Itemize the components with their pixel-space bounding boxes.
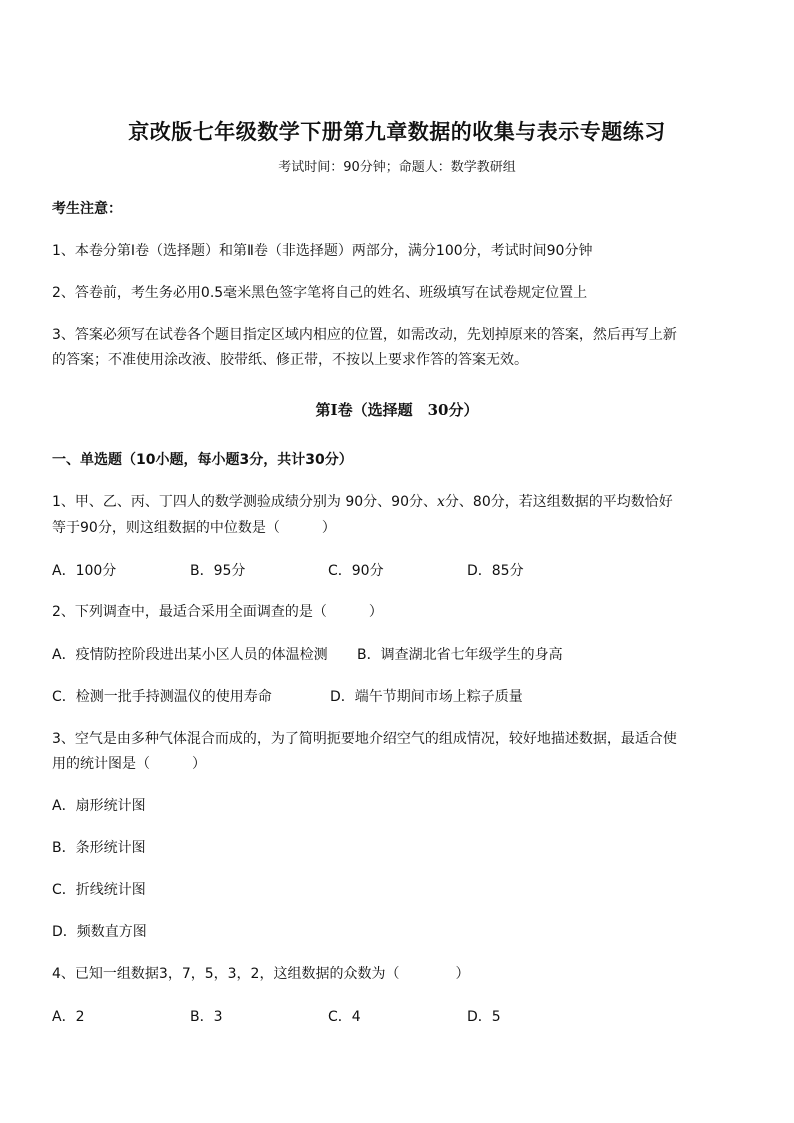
question-1-option-c[interactable]: C．90分 xyxy=(328,563,384,579)
question-2-option-b[interactable]: B．调查湖北省七年级学生的身高 xyxy=(357,647,563,663)
question-3-option-d[interactable]: D．频数直方图 xyxy=(52,924,147,940)
section-title: 第Ⅰ卷（选择题 30分） xyxy=(315,401,479,419)
question-2-option-c[interactable]: C．检测一批手持测温仪的使用寿命 xyxy=(52,689,272,705)
question-1-option-d[interactable]: D．85分 xyxy=(467,563,524,579)
part-heading: 一、单选题（10小题，每小题3分，共计30分） xyxy=(52,452,353,468)
question-4-option-a[interactable]: A．2 xyxy=(52,1009,85,1025)
question-1-variable: x xyxy=(437,494,445,510)
page-title: 京改版七年级数学下册第九章数据的收集与表示专题练习 xyxy=(128,119,666,144)
question-1-option-a[interactable]: A．100分 xyxy=(52,563,117,579)
exam-subtitle: 考试时间：90分钟；命题人：数学教研组 xyxy=(278,160,516,175)
question-1-stem-part-b: 分、80分，若这组数据的平均数恰好 xyxy=(444,494,673,510)
question-3-stem: 3、空气是由多种气体混合而成的，为了简明扼要地介绍空气的组成情况，较好地描述数据，最适合使 xyxy=(52,731,677,747)
question-3-option-a[interactable]: A．扇形统计图 xyxy=(52,798,146,814)
question-4-option-b[interactable]: B．3 xyxy=(190,1009,223,1025)
notice-item-3: 3、答案必须写在试卷各个题目指定区域内相应的位置，如需改动，先划掉原来的答案，然后再写上新 xyxy=(52,327,677,343)
question-4-option-c[interactable]: C．4 xyxy=(328,1009,361,1025)
notice-heading: 考生注意： xyxy=(52,201,122,217)
question-2-stem: 2、下列调查中，最适合采用全面调查的是（ ） xyxy=(52,604,383,620)
notice-item-2: 2、答卷前，考生务必用0.5毫米黑色签字笔将自己的姓名、班级填写在试卷规定位置上 xyxy=(52,285,588,301)
question-4-option-d[interactable]: D．5 xyxy=(467,1009,501,1025)
question-3-option-c[interactable]: C．折线统计图 xyxy=(52,882,146,898)
question-1-option-b[interactable]: B．95分 xyxy=(190,563,246,579)
question-2-option-d[interactable]: D．端午节期间市场上粽子质量 xyxy=(330,689,523,705)
notice-item-1: 1、本卷分第Ⅰ卷（选择题）和第Ⅱ卷（非选择题）两部分，满分100分，考试时间90分钟 xyxy=(52,243,593,259)
question-3-option-b[interactable]: B．条形统计图 xyxy=(52,840,146,856)
question-1-stem-part-a: 1、甲、乙、丙、丁四人的数学测验成绩分别为 90分、90分、 xyxy=(52,494,437,510)
notice-item-3-cont: 的答案；不准使用涂改液、胶带纸、修正带，不按以上要求作答的答案无效。 xyxy=(52,352,528,368)
question-2-option-a[interactable]: A．疫情防控阶段进出某小区人员的体温检测 xyxy=(52,647,328,663)
question-4-stem: 4、已知一组数据3，7，5，3，2，这组数据的众数为（ ） xyxy=(52,966,470,982)
question-1-stem xyxy=(52,493,673,511)
question-1-stem-line2: 等于90分，则这组数据的中位数是（ ） xyxy=(52,520,336,536)
question-3-stem-line2: 用的统计图是（ ） xyxy=(52,756,206,772)
